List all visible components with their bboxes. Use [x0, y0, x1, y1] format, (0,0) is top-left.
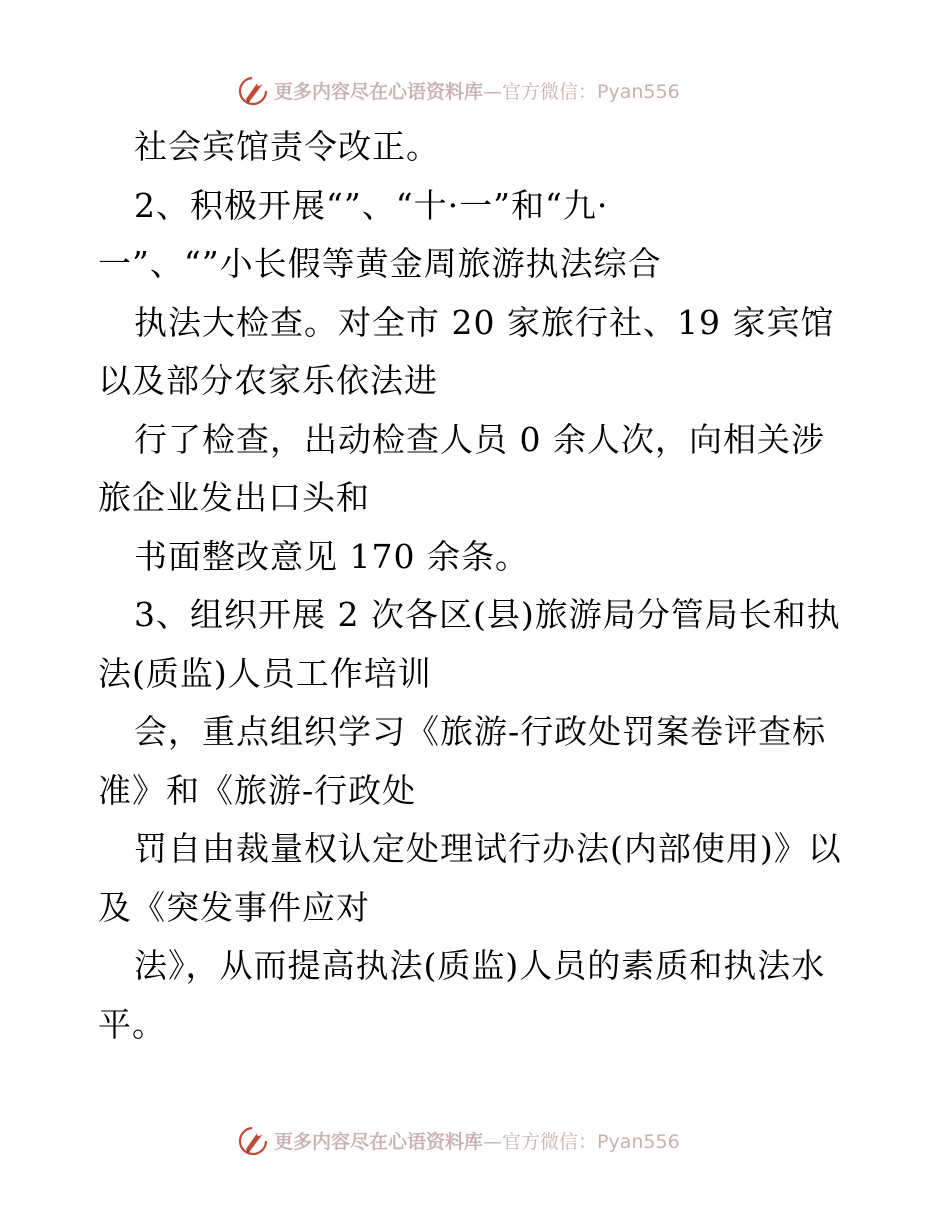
watermark-main-text: 更多内容尽在心语资料库 [274, 80, 484, 103]
body-line: 法(质监)人员工作培训 [98, 653, 432, 693]
body-line: 2、积极开展“”、“十·一”和“九· [134, 185, 609, 225]
body-line: 平。 [98, 1004, 166, 1044]
body-line: 执法大检查。对全市 20 家旅行社、19 家宾馆 [134, 302, 835, 342]
body-line: 书面整改意见 170 余条。 [134, 536, 529, 576]
watermark-wechat-text: —官方微信：Pyan556 [483, 80, 680, 103]
pen-nib-logo-icon [236, 1123, 270, 1157]
body-line: 及《突发事件应对 [98, 887, 370, 927]
body-line: 以及部分农家乐依法进 [98, 361, 438, 400]
body-line: 3、组织开展 2 次各区(县)旅游局分管局长和执 [134, 595, 841, 634]
body-line: 旅企业发出口头和 [98, 478, 370, 517]
header-watermark [236, 72, 680, 108]
body-line: 行了检查，出动检查人员 0 余人次，向相关涉 [134, 419, 825, 459]
watermark-wechat-text: —官方微信：Pyan556 [483, 1130, 680, 1153]
body-line: 准》和《旅游-行政处 [98, 770, 417, 810]
document-body [98, 118, 858, 1054]
pen-nib-logo-icon [236, 73, 270, 107]
body-line: 会，重点组织学习《旅游-行政处罚案卷评查标 [134, 712, 827, 751]
body-line: 罚自由裁量权认定处理试行办法(内部使用)》以 [134, 829, 842, 868]
body-line: 社会宾馆责令改正。 [134, 127, 440, 166]
watermark-main-text: 更多内容尽在心语资料库 [274, 1130, 484, 1153]
body-line: 一”、“”小长假等黄金周旅游执法综合 [98, 244, 662, 283]
body-line: 法》，从而提高执法(质监)人员的素质和执法水 [134, 946, 826, 985]
footer-watermark [236, 1122, 680, 1158]
